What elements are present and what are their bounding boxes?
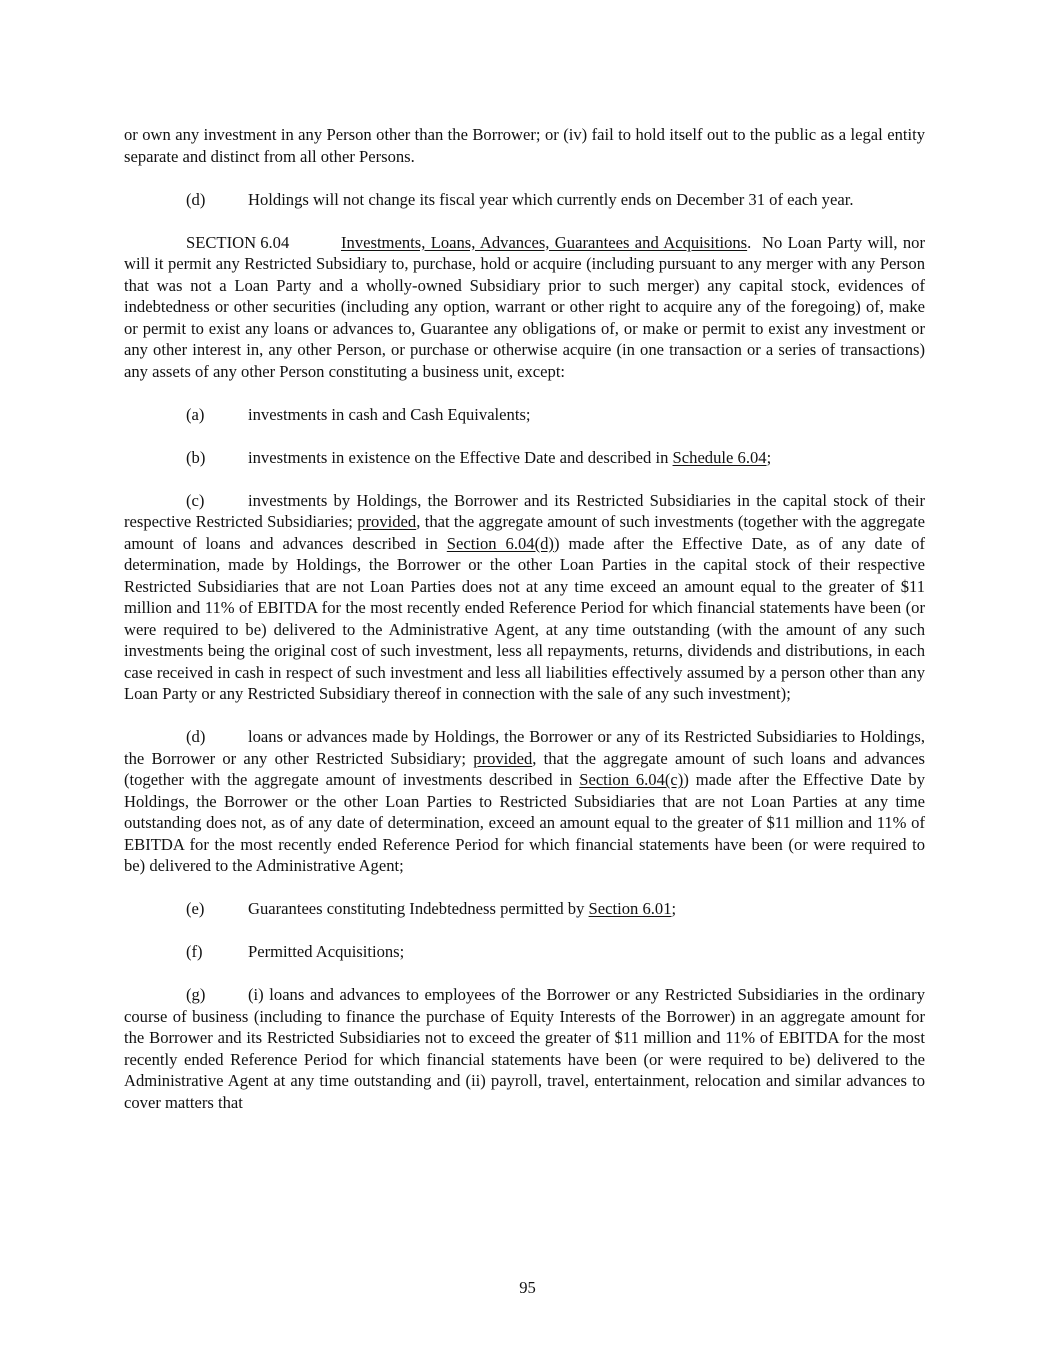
section-reference: Section 6.04(c) — [579, 770, 684, 789]
schedule-reference: Schedule 6.04 — [672, 447, 767, 467]
section-text: No Loan Party will, nor will it permit any Restricted Subsidiary to, purchase, hold or acquire (including pursuant to any merger with any Person that was not a Loan Party and a wholly-owned Subsidiary prior to such merger) any capital stock, evidences of indebtedness or other securities (including any option, warrant or other right to acquire any of the foregoing) of, make or permit to exist any loans or advances to, Guarantee any obligations of, or make or permit to exist any investment or any other interest in, any other Person, or purchase or otherwise acquire (in one transaction or a series of transactions) any assets of any other Person constituting a business unit, except: — [124, 232, 930, 381]
provided-term: provided — [473, 748, 533, 768]
item-f: (f) Permitted Acquisitions; — [186, 942, 405, 961]
provided-term: provided — [357, 512, 417, 531]
page-number: 95 — [519, 1278, 536, 1297]
item-label: (e) — [186, 899, 205, 918]
item-d: (d) loans or advances made by Holdings, the Borrower or any of its Restricted Subsidiaries to Holdings, the Borrower or any other Restricted Subsidiary; provided, that the aggregate amount of such loans and advances (together with the aggregate amount of investments described in Section 6.04(c)) made after the Effective Date by Holdings, the Borrower or the other Loan Parties to Restricted Subsidiaries that are not Loan Parties at any time outstanding does not, as of any date of determination, exceed an amount equal to the greater of $11 million and 11% of EBITDA for the most recently ended Reference Period for which financial statements have been (or were required to be) delivered to the Administrative Agent; — [124, 727, 925, 875]
item-label: (d) — [186, 189, 206, 209]
section-label: SECTION 6.04 — [186, 232, 290, 252]
item-b: (b) investments in existence on the Effective Date and described in Schedule 6.04; — [186, 447, 772, 467]
item-label: (g) — [186, 985, 206, 1004]
item-label: (f) — [186, 942, 203, 961]
page-body — [124, 124, 930, 1135]
item-label: (b) — [186, 447, 206, 467]
item-c: (c) investments by Holdings, the Borrower and its Restricted Subsidiaries in the capital stock of their respective Restricted Subsidiaries; provided, that the aggregate amount of such investments (together with the aggregate amount of loans and advances described in Section 6.04(d)) made after the Effective Date, as of any date of determination, made by Holdings, the Borrower or the other Loan Parties in the capital stock of their respective Restricted Subsidiaries that are not Loan Parties does not at any time exceed an amount equal to the greater of $11 million and 11% of EBITDA for the most recently ended Reference Period for which financial statements have been (or were required to be) delivered to the Administrative Agent, at any time outstanding (with the amount of any such investments being the original cost of such investment, less all repayments, returns, dividends and distributions, in each case received in cash in respect of such investment and less all liabilities effectively assumed by a person other than any Loan Party or any Restricted Subsidiary thereof in connection with the sale of any such investment); — [124, 490, 925, 703]
item-label: (a) — [186, 404, 205, 424]
section-reference: Section 6.01 — [588, 899, 672, 918]
item-a: (a) investments in cash and Cash Equivalents; — [186, 404, 531, 424]
item-g: (g) (i) loans and advances to employees of the Borrower or any Restricted Subsidiaries in the ordinary course of business (including to finance the purchase of Equity Interests of the Borrower) in an aggregate amount for the Borrower and its Restricted Subsidiaries not to exceed the greater of $11 million and 11% of EBITDA for the most recently ended Reference Period for which financial statements have been (or were required to be) delivered to the Administrative Agent at any time outstanding and (ii) payroll, travel, entertainment, relocation and similar advances to cover matters that — [124, 985, 925, 1112]
paragraph-intro: or own any investment in any Person other than the Borrower; or (iv) fail to hold itself out to the public as a legal entity separate and distinct from all other Persons. — [124, 125, 925, 166]
paragraph-fiscal-year: (d) Holdings will not change its fiscal year which currently ends on December 31 of each year. — [186, 189, 854, 209]
section-reference: Section 6.04(d) — [446, 533, 554, 553]
item-label: (c) — [186, 490, 205, 510]
item-e: (e) Guarantees constituting Indebtedness permitted by Section 6.01; — [186, 899, 677, 918]
item-label: (d) — [186, 727, 206, 746]
section-6-04: SECTION 6.04 Investments, Loans, Advances, Guarantees and Acquisitions. No Loan Party will, nor will it permit any Restricted Subsidiary to, purchase, hold or acquire (including pursuant to any merger with any Person that was not a Loan Party and a wholly-owned Subsidiary prior to such merger) any capital stock, evidences of indebtedness or other securities (including any option, warrant or other right to acquire any of the foregoing) of, make or permit to exist any loans or advances to, Guarantee any obligations of, or make or permit to exist any investment or any other interest in, any other Person, or purchase or otherwise acquire (in one transaction or a series of transactions) any assets of any other Person constituting a business unit, except: — [124, 232, 930, 381]
section-title: Investments, Loans, Advances, Guarantees and Acquisitions — [341, 232, 748, 252]
